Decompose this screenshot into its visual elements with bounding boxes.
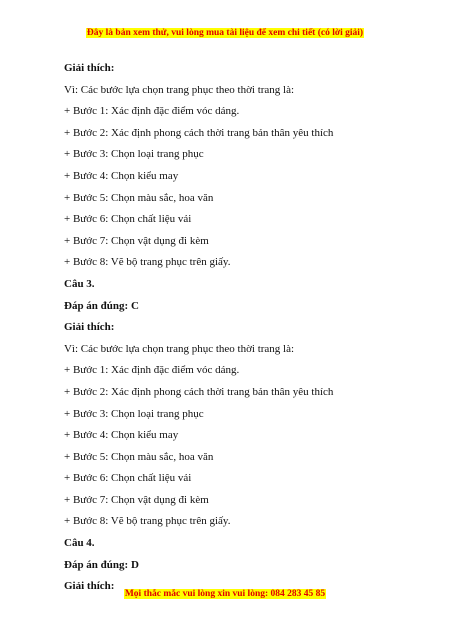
text-line: + Bước 4: Chọn kiểu may	[64, 169, 179, 182]
text-line: Vì: Các bước lựa chọn trang phục theo thời trang là:	[64, 342, 295, 355]
text-line: Vì: Các bước lựa chọn trang phục theo thời trang là:	[64, 83, 295, 96]
text-line: + Bước 2: Xác định phong cách thời trang bản thân yêu thích	[64, 385, 334, 398]
text-line: + Bước 5: Chọn màu sắc, hoa văn	[64, 191, 214, 204]
heading-line: Câu 4.	[64, 537, 95, 550]
contact-banner	[0, 588, 450, 600]
heading-line: Giải thích:	[64, 321, 115, 334]
text-line: + Bước 7: Chọn vật dụng đi kèm	[64, 234, 209, 247]
contact-text: Mọi thắc mắc vui lòng xin vui lòng: 084 283 45 85	[124, 589, 326, 599]
text-line: + Bước 8: Vẽ bộ trang phục trên giấy.	[64, 515, 231, 528]
text-line: + Bước 3: Chọn loại trang phục	[64, 148, 204, 161]
preview-notice-banner	[0, 27, 450, 39]
text-line: + Bước 5: Chọn màu sắc, hoa văn	[64, 450, 214, 463]
text-line: + Bước 1: Xác định đặc điểm vóc dáng.	[64, 364, 240, 377]
heading-line: Đáp án đúng: D	[64, 558, 139, 571]
heading-line: Câu 3.	[64, 277, 95, 290]
text-line: + Bước 3: Chọn loại trang phục	[64, 407, 204, 420]
text-line: + Bước 7: Chọn vật dụng đi kèm	[64, 493, 209, 506]
heading-line: Giải thích:	[64, 62, 115, 74]
preview-notice-text: Đây là bản xem thử, vui lòng mua tài liệu để xem chi tiết (có lời giải)	[86, 28, 364, 38]
text-line: + Bước 1: Xác định đặc điểm vóc dáng.	[64, 105, 240, 118]
heading-line: Giải thích:	[64, 580, 115, 593]
text-line: + Bước 4: Chọn kiểu may	[64, 429, 179, 442]
text-line: + Bước 6: Chọn chất liệu vải	[64, 213, 192, 226]
text-line: + Bước 6: Chọn chất liệu vải	[64, 472, 192, 485]
text-line: + Bước 2: Xác định phong cách thời trang bản thân yêu thích	[64, 126, 334, 139]
document-body	[64, 61, 404, 601]
heading-line: Đáp án đúng: C	[64, 299, 139, 312]
text-line: + Bước 8: Vẽ bộ trang phục trên giấy.	[64, 256, 231, 269]
